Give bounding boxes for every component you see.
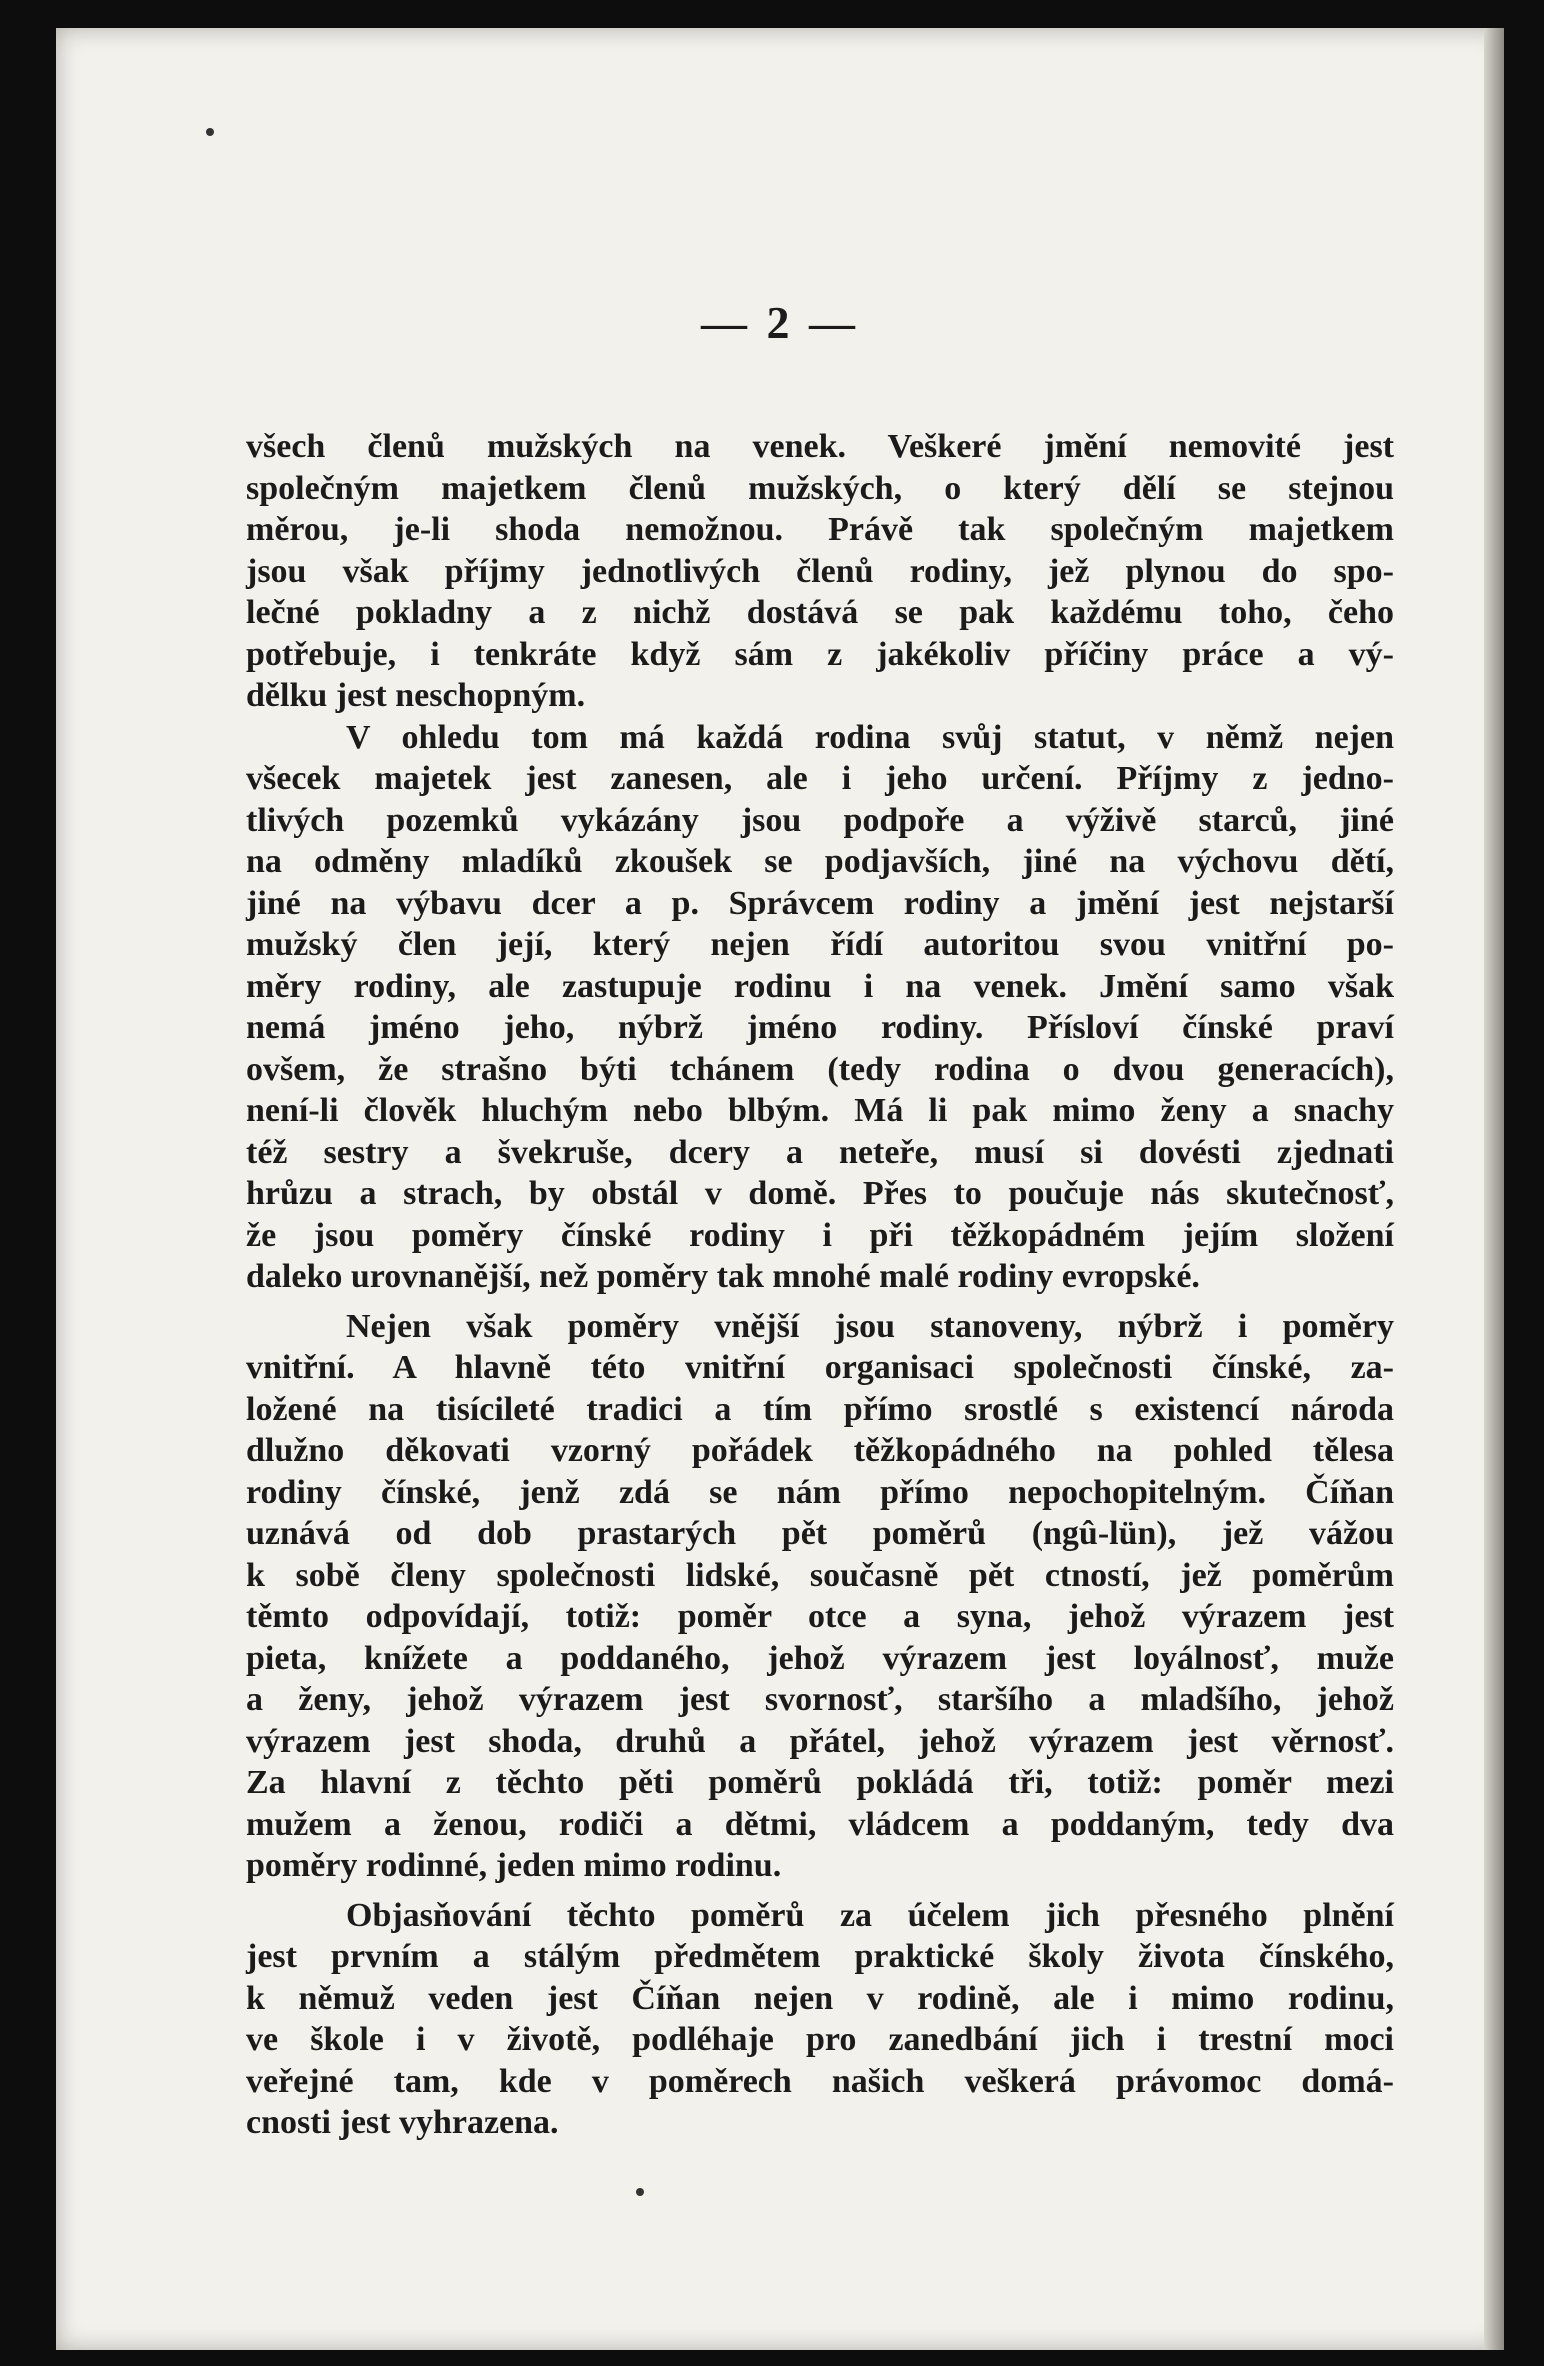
text-line: lečné pokladny a z nichž dostává se pak každému toho, čeho bbox=[246, 594, 1394, 631]
text-line: výrazem jest shoda, druhů a přátel, jehož výrazem jest věrnosť. bbox=[246, 1722, 1394, 1760]
text-line: Za hlavní z těchto pěti poměrů pokládá tři, totiž: poměr mezi bbox=[246, 1764, 1394, 1801]
paragraph-gap bbox=[246, 1887, 1394, 1895]
paragraph-4 bbox=[246, 1895, 1394, 2144]
text-line: společným majetkem členů mužských, o který dělí se stejnou bbox=[246, 469, 1394, 507]
text-line: cnosti jest vyhrazena. bbox=[246, 2104, 559, 2141]
text-line: vnitřní. A hlavně této vnitřní organisaci společnosti čínské, za- bbox=[246, 1349, 1394, 1386]
text-line: ložené na tisícileté tradici a tím přímo srostlé s existencí národa bbox=[246, 1390, 1394, 1428]
text-line: mužský člen její, který nejen řídí autoritou svou vnitřní po- bbox=[246, 926, 1394, 963]
text-line: potřebuje, i tenkráte když sám z jakékoliv příčiny práce a vý- bbox=[246, 635, 1394, 673]
text-line: Objasňování těchto poměrů za účelem jich přesného plnění bbox=[346, 1896, 1394, 1934]
text-line: na odměny mladíků zkoušek se podjavších, jiné na výchovu dětí, bbox=[246, 843, 1394, 880]
text-line: pieta, knížete a poddaného, jehož výrazem jest loyálnosť, muže bbox=[246, 1639, 1394, 1677]
text-line: dlužno děkovati vzorný pořádek těžkopádného na pohled tělesa bbox=[246, 1432, 1394, 1469]
page-edge-shadow bbox=[1484, 28, 1504, 2350]
text-line: mužem a ženou, rodiči a dětmi, vládcem a poddaným, tedy dva bbox=[246, 1805, 1394, 1843]
text-line: též sestry a švekruše, dcery a neteře, musí si dovésti zjednati bbox=[246, 1133, 1394, 1171]
text-line: ovšem, že strašno býti tchánem (tedy rodina o dvou generacích), bbox=[246, 1050, 1394, 1088]
text-line: poměry rodinné, jeden mimo rodinu. bbox=[246, 1847, 782, 1884]
text-line: V ohledu tom má každá rodina svůj statut, v němž nejen bbox=[346, 718, 1394, 756]
paragraph-2 bbox=[246, 717, 1394, 1298]
text-line: jsou však příjmy jednotlivých členů rodiny, jež plynou do spo- bbox=[246, 552, 1394, 590]
text-line: jest prvním a stálým předmětem praktické školy života čínského, bbox=[246, 1938, 1394, 1975]
text-line: uznává od dob prastarých pět poměrů (ngû-lün), jež vážou bbox=[246, 1515, 1394, 1552]
text-line: že jsou poměry čínské rodiny i při těžkopádném jejím složení bbox=[246, 1216, 1394, 1254]
page-number: — 2 — bbox=[701, 297, 859, 348]
paragraph-1 bbox=[246, 426, 1394, 717]
paragraph-gap bbox=[246, 1298, 1394, 1306]
text-line: Nejen však poměry vnější jsou stanoveny, nýbrž i poměry bbox=[346, 1307, 1394, 1345]
text-line: jiné na výbavu dcer a p. Správcem rodiny a jmění jest nejstarší bbox=[246, 884, 1394, 922]
text-line: tlivých pozemků vykázány jsou podpoře a výživě starců, jiné bbox=[246, 801, 1394, 839]
text-line: není-li člověk hluchým nebo blbým. Má li pak mimo ženy a snachy bbox=[246, 1092, 1394, 1129]
text-line: měry rodiny, ale zastupuje rodinu i na venek. Jmění samo však bbox=[246, 967, 1394, 1005]
text-line: daleko urovnanější, než poměry tak mnohé malé rodiny evropské. bbox=[246, 1258, 1200, 1295]
paragraph-3 bbox=[246, 1306, 1394, 1887]
body-text bbox=[246, 426, 1394, 2144]
text-line: ve škole i v životě, podléhaje pro zanedbání jich i trestní moci bbox=[246, 2021, 1394, 2058]
text-line: měrou, je-li shoda nemožnou. Právě tak společným majetkem bbox=[246, 511, 1394, 548]
text-line: k sobě členy společnosti lidské, současně pět ctností, jež poměrům bbox=[246, 1556, 1394, 1594]
text-line: veřejné tam, kde v poměrech našich veškerá právomoc domá- bbox=[246, 2062, 1394, 2100]
text-line: všech členů mužských na venek. Veškeré jmění nemovité jest bbox=[246, 428, 1394, 465]
text-line: k němuž veden jest Číňan nejen v rodině, ale i mimo rodinu, bbox=[246, 1979, 1394, 2017]
text-line: hrůzu a strach, by obstál v domě. Přes to poučuje nás skutečnosť, bbox=[246, 1175, 1394, 1212]
text-line: všecek majetek jest zanesen, ale i jeho určení. Příjmy z jedno- bbox=[246, 760, 1394, 797]
text-line: nemá jméno jeho, nýbrž jméno rodiny. Přísloví čínské praví bbox=[246, 1009, 1394, 1046]
text-line: dělku jest neschopným. bbox=[246, 677, 586, 714]
book-page bbox=[56, 28, 1504, 2350]
text-line: rodiny čínské, jenž zdá se nám přímo nepochopitelným. Číňan bbox=[246, 1473, 1394, 1511]
text-line: a ženy, jehož výrazem jest svornosť, staršího a mladšího, jehož bbox=[246, 1681, 1394, 1718]
ink-speck bbox=[636, 2188, 644, 2196]
text-line: těmto odpovídají, totiž: poměr otce a syna, jehož výrazem jest bbox=[246, 1598, 1394, 1635]
ink-speck bbox=[206, 128, 214, 136]
